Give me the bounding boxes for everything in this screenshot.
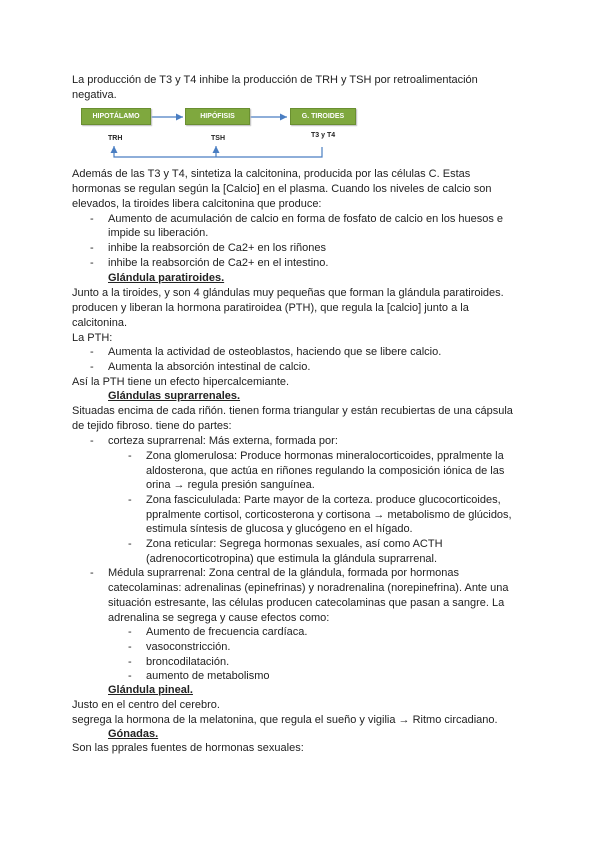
label-trh: TRH xyxy=(108,135,123,142)
paratiroides-line-1: Junto a la tiroides, y son 4 glándulas muy pequeñas que forman la glándula paratiroides. xyxy=(72,287,504,299)
bullet-dash: - xyxy=(90,346,94,358)
bullet-dash: - xyxy=(128,641,132,653)
calcitonin-bullet-1-cont: impide su liberación. xyxy=(108,227,209,239)
label-t3-t4: T3 y T4 xyxy=(311,132,336,139)
efecto-2: vasoconstricción. xyxy=(146,641,231,653)
bullet-dash: - xyxy=(128,538,132,550)
heading-suprarrenales: Glándulas suprarrenales. xyxy=(108,390,241,402)
paratiroides-line-2: producen y liberan la hormona paratiroidea (PTH), que regula la [calcio] junto a la xyxy=(72,302,469,314)
calcitonin-line-3: elevados, la tiroides libera calcitonina que produce: xyxy=(72,198,322,210)
medula-line-1: Médula suprarrenal: Zona central de la glándula, formada por hormonas xyxy=(108,567,459,579)
zona-reticular-2: (adrenocorticotropina) que estimula la glándula suprarrenal. xyxy=(146,553,438,565)
medula-line-4: adrenalina se segrega y cause efectos como: xyxy=(108,612,330,624)
calcitonin-bullet-2: inhibe la reabsorción de Ca2+ en los riñones xyxy=(108,242,327,254)
box-hipotalamo: HIPOTÁLAMO xyxy=(81,108,151,125)
intro-line-1: La producción de T3 y T4 inhibe la producción de TRH y TSH por retroalimentación xyxy=(72,74,478,86)
calcitonin-bullet-3: inhibe la reabsorción de Ca2+ en el intestino. xyxy=(108,257,329,269)
zona-glomerulosa-3: orina → regula presión sanguínea. xyxy=(146,479,315,491)
paratiroides-closing: Así la PTH tiene un efecto hipercalcemiante. xyxy=(72,376,290,388)
bullet-dash: - xyxy=(128,670,132,682)
medula-line-3: situación estresante, las células producen catecolaminas que pasan a sangre. La xyxy=(108,597,505,609)
zona-glomerulosa-2: aldosterona, que actúa en riñones regulando la composición iónica de las xyxy=(146,465,505,477)
corteza-line: corteza suprarrenal: Más externa, formada por: xyxy=(108,435,338,447)
intro-line-2: negativa. xyxy=(72,89,117,101)
bullet-dash: - xyxy=(128,656,132,668)
bullet-dash: - xyxy=(90,213,94,225)
zona-fasciculada-3: estimula síntesis de glucosa y glucógeno en el hígado. xyxy=(146,523,413,535)
box-hipofisis: HIPÓFISIS xyxy=(185,108,250,125)
pth-bullet-1: Aumenta la actividad de osteoblastos, haciendo que se libere calcio. xyxy=(108,346,442,358)
paratiroides-line-3: calcitonina. xyxy=(72,317,128,329)
bullet-dash: - xyxy=(128,494,132,506)
feedback-arrow-trh xyxy=(114,146,322,157)
bullet-dash: - xyxy=(128,626,132,638)
medula-line-2: catecolaminas: adrenalinas (epinefrinas) y noradrenalina (norepinefrina). Ante una xyxy=(108,582,509,594)
calcitonin-line-1: Además de las T3 y T4, sintetiza la calcitonina, producida por las células C. Estas xyxy=(72,168,471,180)
zona-glomerulosa-1: Zona glomerulosa: Produce hormonas mineralocorticoides, ppralmente la xyxy=(146,450,504,462)
calcitonin-line-2: hormonas se regulan según la [Calcio] en el plasma. Cuando los niveles de calcio son xyxy=(72,183,492,195)
heading-pineal: Glándula pineal. xyxy=(108,684,193,696)
pineal-line-1: Justo en el centro del cerebro. xyxy=(72,699,220,711)
suprarrenales-line-2: de tejido fibroso. tiene do partes: xyxy=(72,420,232,432)
box-tiroides: G. TIROIDES xyxy=(290,108,356,125)
gonadas-line-1: Son las pprales fuentes de hormonas sexuales: xyxy=(72,742,304,754)
pineal-line-2: segrega la hormona de la melatonina, que regula el sueño y vigilia → Ritmo circadiano. xyxy=(72,714,498,726)
calcitonin-bullet-1: Aumento de acumulación de calcio en forma de fosfato de calcio en los huesos e xyxy=(108,213,504,225)
zona-reticular-1: Zona reticular: Segrega hormonas sexuales, así como ACTH xyxy=(146,538,443,550)
suprarrenales-line-1: Situadas encima de cada riñón. tienen forma triangular y están recubiertas de una cápsula xyxy=(72,405,513,417)
bullet-dash: - xyxy=(90,257,94,269)
bullet-dash: - xyxy=(128,450,132,462)
efecto-3: broncodilatación. xyxy=(146,656,230,668)
paratiroides-line-4: La PTH: xyxy=(72,332,113,344)
zona-fasciculada-1: Zona fascicululada: Parte mayor de la corteza. produce glucocorticoides, xyxy=(146,494,501,506)
label-tsh: TSH xyxy=(211,135,225,142)
efecto-4: aumento de metabolismo xyxy=(146,670,270,682)
bullet-dash: - xyxy=(90,435,94,447)
pth-bullet-2: Aumenta la absorción intestinal de calcio. xyxy=(108,361,311,373)
bullet-dash: - xyxy=(90,567,94,579)
heading-paratiroides: Glándula paratiroides. xyxy=(108,272,225,284)
bullet-dash: - xyxy=(90,361,94,373)
bullet-dash: - xyxy=(90,242,94,254)
efecto-1: Aumento de frecuencia cardíaca. xyxy=(146,626,308,638)
zona-fasciculada-2: ppralmente cortisol, corticosterona y cortisona → metabolismo de glúcidos, xyxy=(146,509,512,521)
heading-gonadas: Gónadas. xyxy=(108,728,159,740)
